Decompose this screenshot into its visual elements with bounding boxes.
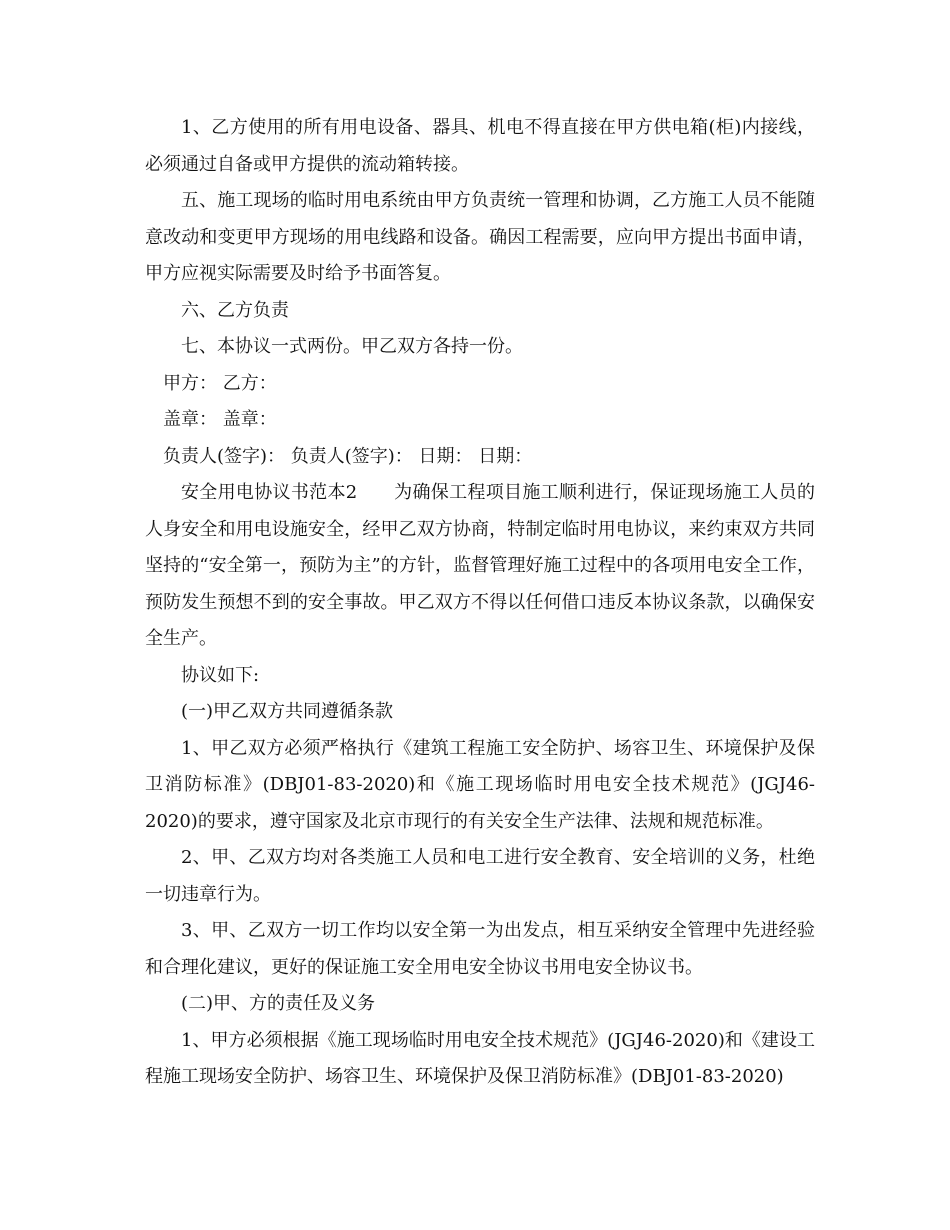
- paragraph-item-1-clause: 1、乙方使用的所有用电设备、器具、机电不得直接在甲方供电箱(柜)内接线，必须通过自备或甲方提供的流动箱转接。: [145, 117, 815, 175]
- paragraph-section-7: 七、本协议一式两份。甲乙双方各持一份。: [181, 336, 523, 357]
- document-body: [145, 110, 815, 1096]
- paragraph-common-term-3: 3、甲、乙双方一切工作均以安全第一为出发点，相互采纳安全管理中先进经验和合理化建议，更好的保证施工安全用电安全协议书用电安全协议书。: [145, 920, 815, 978]
- signature-seal-line: 盖章： 盖章：: [163, 409, 277, 430]
- paragraph-agreement-heading: 协议如下:: [181, 664, 260, 686]
- section-heading-party-a-duties: (二)甲、方的责任及义务: [181, 993, 376, 1014]
- paragraph-template-2-intro: 安全用电协议书范本2 为确保工程项目施工顺利进行，保证现场施工人员的人身安全和用电设施安全，经甲乙双方协商，特制定临时用电协议，来约束双方共同坚持的“安全第一，预防为主”的方针，监督管理好施工过程中的各项用电安全工作，预防发生预想不到的安全事故。甲乙双方不得以任何借口违反本协议条款，以确保安全生产。: [145, 482, 815, 649]
- paragraph-section-5: 五、施工现场的临时用电系统由甲方负责统一管理和协调，乙方施工人员不能随意改动和变更甲方现场的用电线路和设备。确因工程需要，应向甲方提出书面申请，甲方应视实际需要及时给予书面答复。: [145, 190, 815, 284]
- paragraph-section-6: 六、乙方负责: [181, 299, 289, 321]
- signature-party-line: 甲方： 乙方：: [163, 372, 277, 394]
- paragraph-common-term-1: 1、甲乙双方必须严格执行《建筑工程施工安全防护、场容卫生、环境保护及保卫消防标准》(DBJ01-83-2020)和《施工现场临时用电安全技术规范》(JGJ46-2020)的要求，遵守国家及北京市现行的有关安全生产法律、法规和规范标准。: [145, 737, 815, 832]
- paragraph-party-a-duty-1: 1、甲方必须根据《施工现场临时用电安全技术规范》(JGJ46-2020)和《建设工程施工现场安全防护、场容卫生、环境保护及保卫消防标准》(DBJ01-83-2020): [145, 1029, 815, 1087]
- paragraph-common-term-2: 2、甲、乙双方均对各类施工人员和电工进行安全教育、安全培训的义务，杜绝一切违章行为。: [145, 847, 815, 905]
- section-heading-common-terms: (一)甲乙双方共同遵循条款: [181, 701, 394, 722]
- signature-signer-date-line: 负责人(签字)： 负责人(签字)： 日期： 日期：: [163, 445, 533, 467]
